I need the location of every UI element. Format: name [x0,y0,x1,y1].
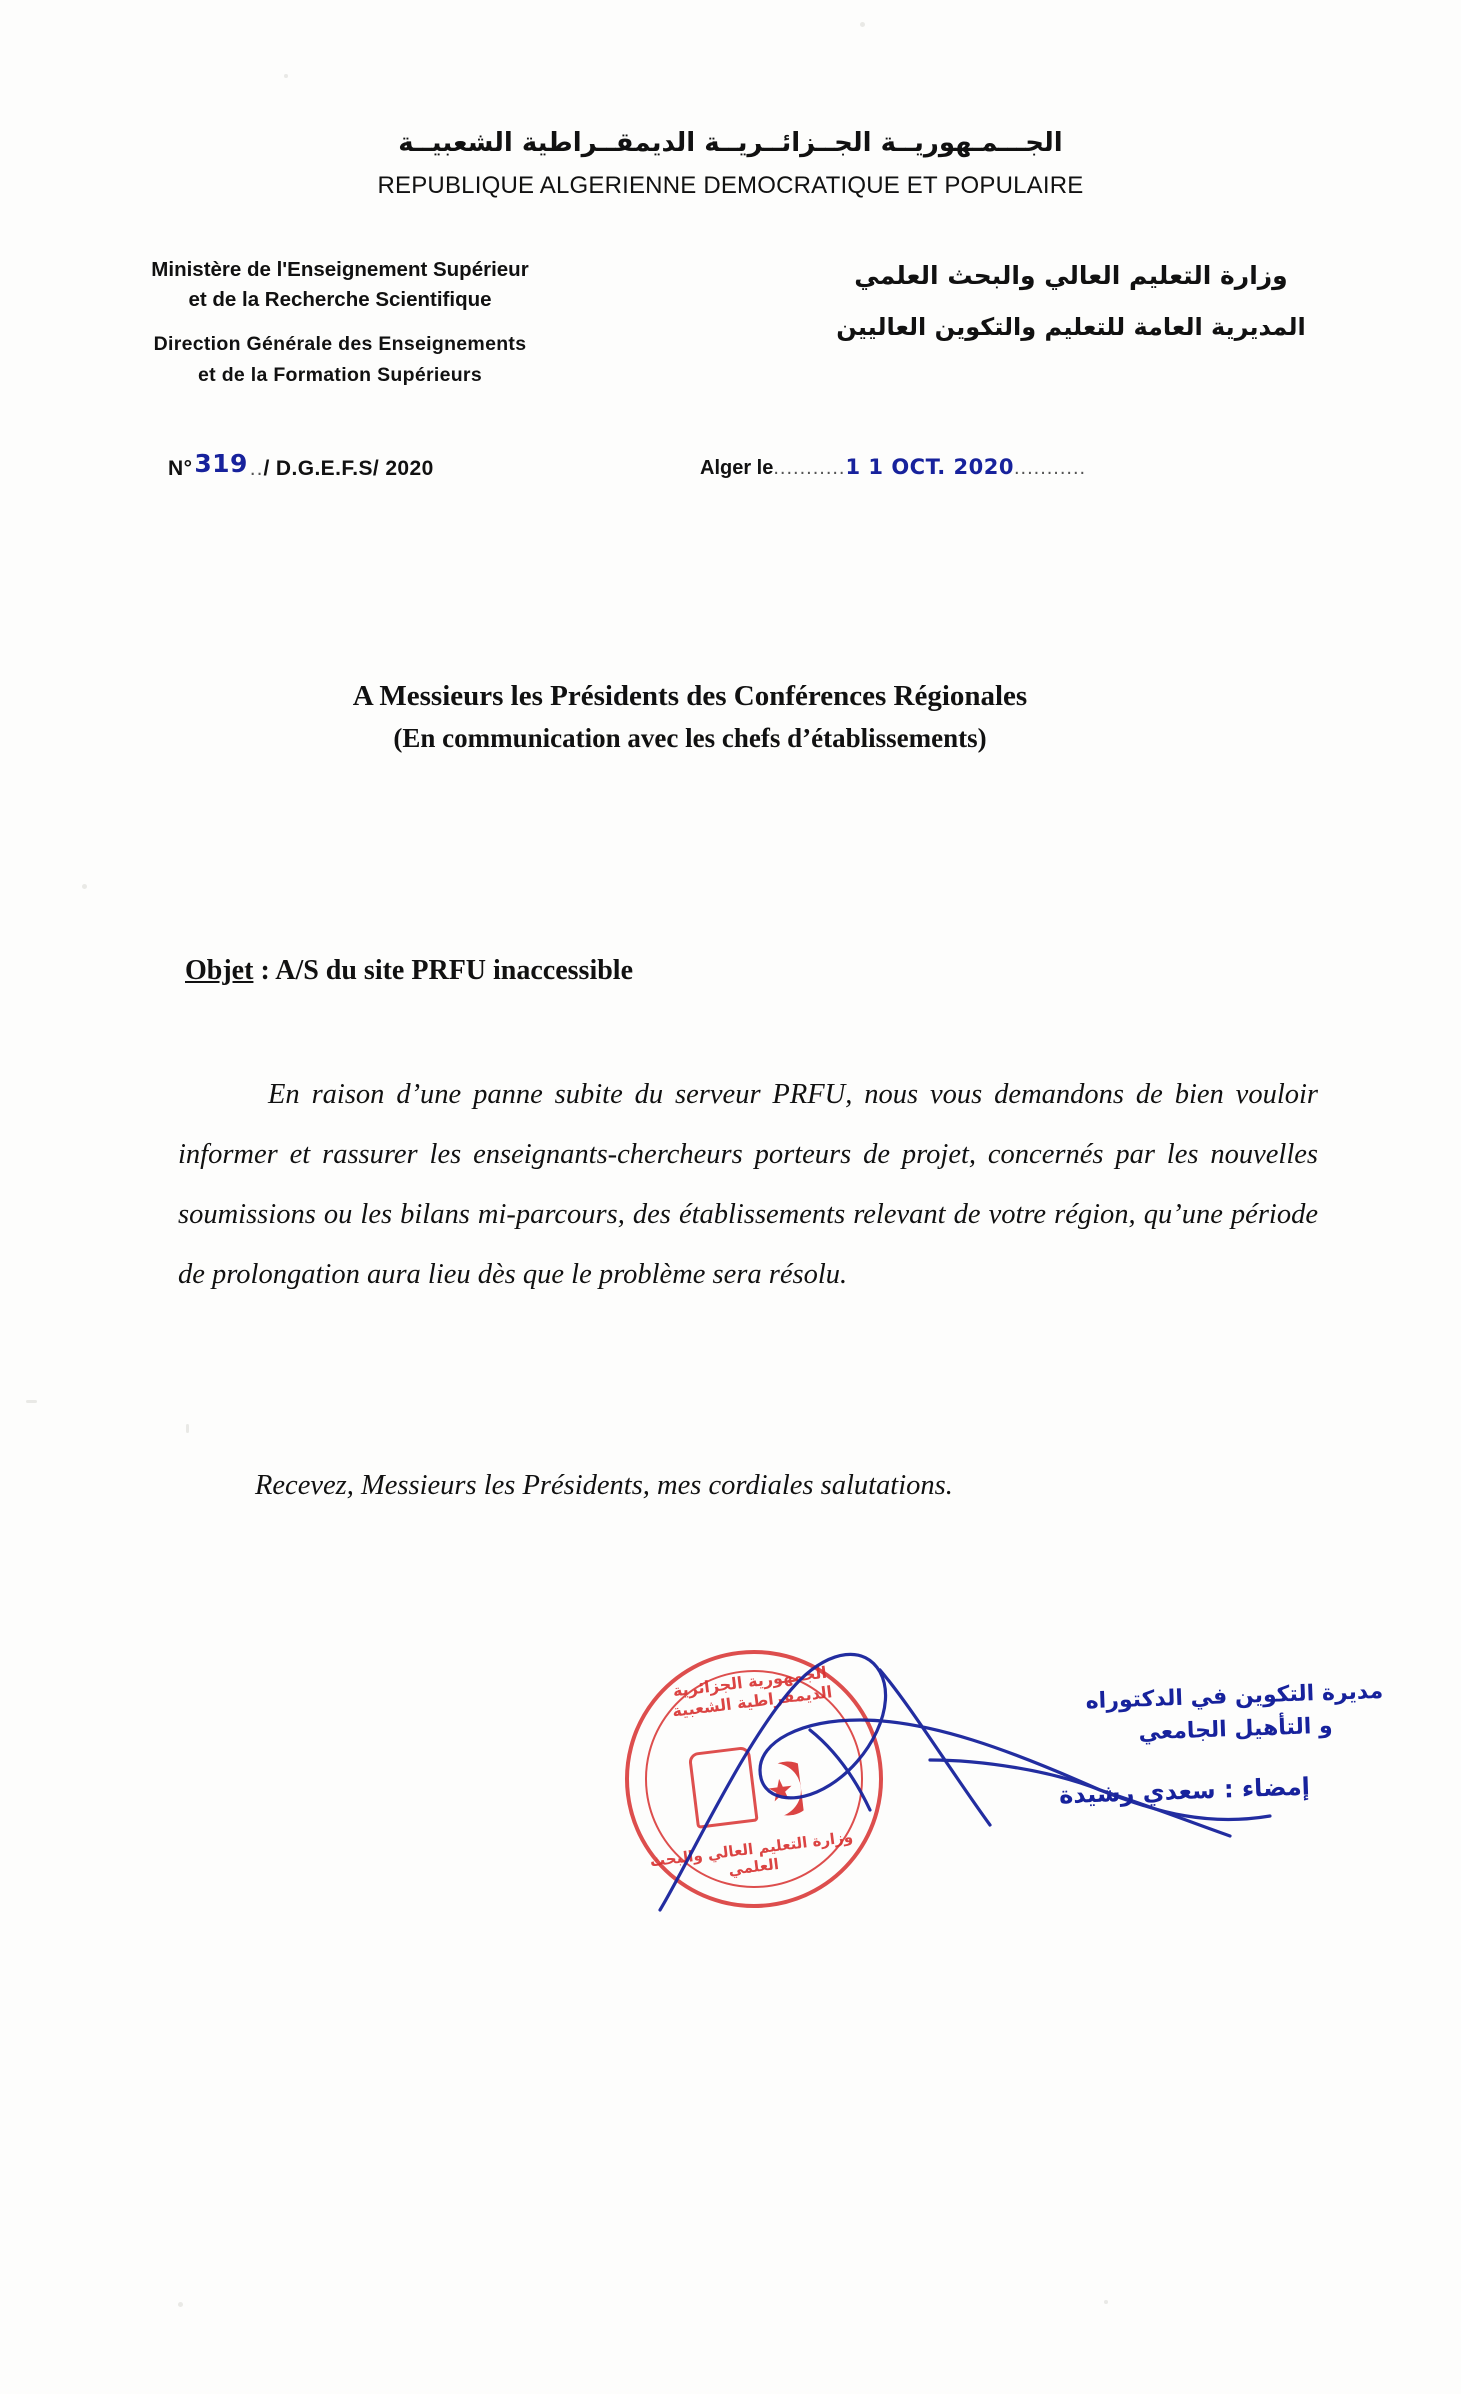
scan-speck [178,2302,183,2307]
date-line [700,455,1086,480]
stamp-emblem-icon [678,1711,821,1841]
date-dots-before: ........... [773,457,846,479]
body-paragraph-1: En raison d’une panne subite du serveur PRFU, nous vous demandons de bien vouloir informer et rassurer les enseignants-chercheurs porteurs de projet, concernés par les nouvelles soumissions ou les bilans mi-parcours, des établissements relevant de votre région, qu’une période de prolongation aura lieu dès que le problème sera résolu. [178,1079,1318,1290]
object-value: A/S du site PRFU inaccessible [275,955,633,986]
reference-dots: .. [249,457,264,480]
date-value: 1 1 OCT. 2020 [845,455,1014,479]
date-label: Alger le [700,457,774,479]
direction-name-line2: et de la Formation Supérieurs [198,363,482,386]
scan-speck [284,74,288,78]
scan-speck [186,1424,189,1433]
stamp-top-text-arabic: الجمهورية الجزائرية الديمقراطية الشعبية [671,1662,834,1721]
object-line [185,955,633,987]
scan-speck [26,1400,37,1403]
scan-speck [860,22,865,27]
object-separator: : [253,955,276,986]
signature-title-line2: و التأهيل الجامعي [1138,1713,1334,1746]
closing-paragraph: Recevez, Messieurs les Présidents, mes cordiales salutations. [255,1470,953,1501]
stamp-bottom-text-arabic: وزارة التعليم العالي والبحث العلمي [648,1827,854,1879]
direction-name-line1: Direction Générale des Enseignements [153,333,527,356]
ministry-name-line1: Ministère de l'Enseignement Supérieur [151,258,529,281]
date-dots-after: ........... [1013,457,1087,479]
scan-speck [82,884,87,889]
addressee-block [0,680,1380,754]
ministry-block-arabic [751,258,1391,345]
signatory-name: سعدي رشيدة [1058,1775,1217,1810]
object-label: Objet [185,955,254,986]
reference-line [168,449,434,481]
scan-speck [1104,2300,1108,2304]
signature-label-arabic: إمضاء : [1223,1772,1311,1804]
reference-suffix: / D.G.E.F.S/ 2020 [263,457,434,480]
ministry-name-line2: et de la Recherche Scientifique [188,287,492,311]
ministry-name-arabic: وزارة التعليم العالي والبحث العلمي [854,261,1288,290]
body-paragraph [178,1065,1318,1305]
ministry-block-french [60,255,620,389]
signature-title-line1: مديرة التكوين في الدكتوراه [1085,1678,1384,1715]
addressee-line2: (En communication avec les chefs d’établissements) [393,723,987,753]
reference-prefix: N° [168,457,193,480]
republic-title-arabic: الجـــمـهوريــة الجــزائــريــة الديمقــراطية الشعبيــة [398,128,1063,158]
direction-name-arabic: المديرية العامة للتعليم والتكوين العاليين [836,313,1306,341]
star-icon: ★ [765,1772,796,1809]
reference-number: 319 [194,449,248,478]
signature-name-arabic [880,1773,1311,1816]
addressee-line1: A Messieurs les Présidents des Conférences Régionales [352,680,1028,712]
republic-title-french: REPUBLIQUE ALGERIENNE DEMOCRATIQUE ET POPULAIRE [377,172,1084,199]
signature-title-arabic [1084,1675,1386,1751]
